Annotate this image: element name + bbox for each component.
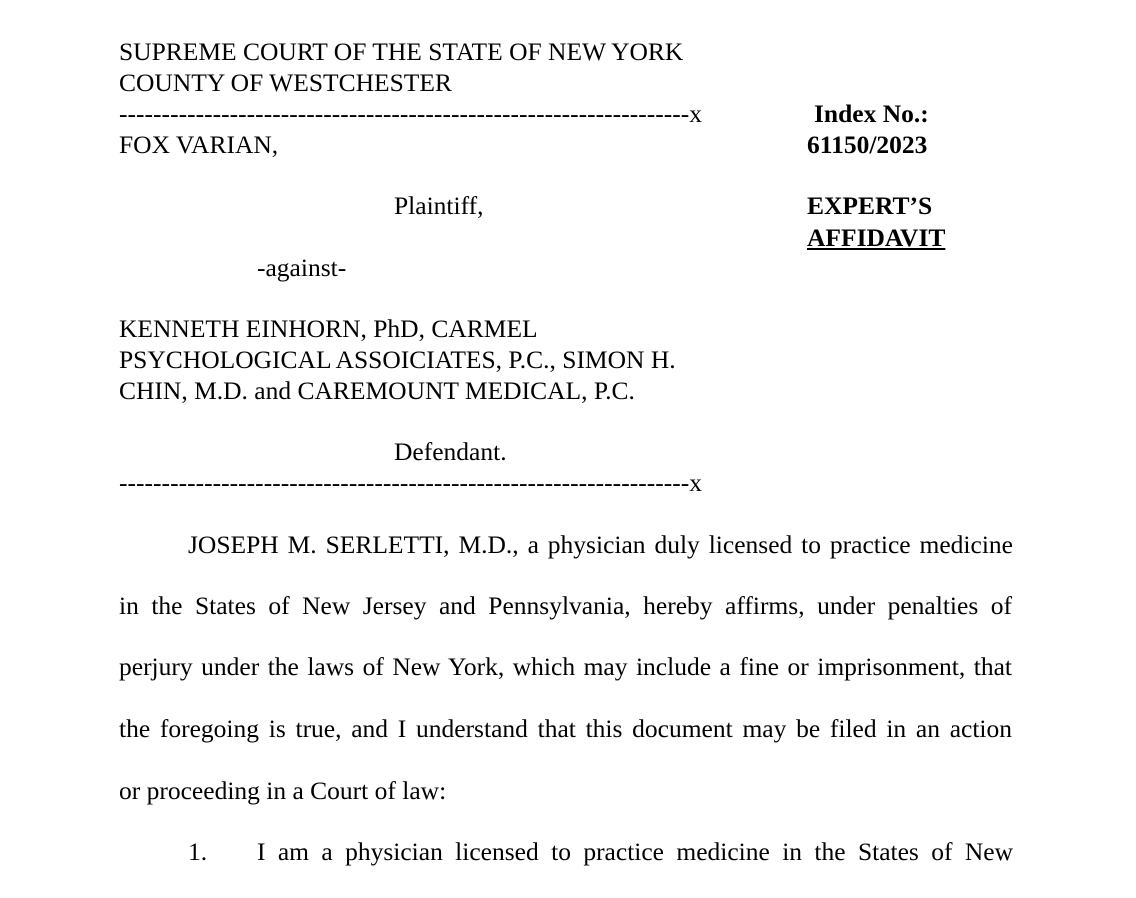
paragraph-number-1: 1.: [188, 837, 208, 866]
index-number: 61150/2023: [807, 130, 928, 159]
body-line-4: the foregoing is true, and I understand that this document may be filed in an action: [119, 714, 1012, 743]
document-title-line1: EXPERT’S: [807, 191, 933, 220]
defendants-line1: KENNETH EINHORN, PhD, CARMEL: [119, 314, 538, 343]
court-name: SUPREME COURT OF THE STATE OF NEW YORK: [119, 37, 684, 66]
index-label: Index No.:: [814, 99, 929, 128]
body-line-2: in the States of New Jersey and Pennsylvania, hereby affirms, under penalties of: [119, 591, 1012, 620]
document-title-line2: AFFIDAVIT: [807, 223, 946, 252]
defendant-role: Defendant.: [394, 437, 507, 466]
body-line-5: or proceeding in a Court of law:: [119, 776, 447, 805]
plaintiff-name: FOX VARIAN,: [119, 130, 279, 159]
caption-divider-top: -------------------------------------------------------------------x: [119, 99, 703, 128]
defendants-line2: PSYCHOLOGICAL ASSOICIATES, P.C., SIMON H.: [119, 345, 676, 374]
against-label: -against-: [257, 253, 347, 282]
plaintiff-role: Plaintiff,: [394, 191, 484, 220]
paragraph-1-text: I am a physician licensed to practice medicine in the States of New: [257, 837, 1013, 866]
body-line-3: perjury under the laws of New York, which may include a fine or imprisonment, that: [119, 652, 1012, 681]
caption-divider-bottom: -------------------------------------------------------------------x: [119, 468, 703, 497]
body-line-1: JOSEPH M. SERLETTI, M.D., a physician duly licensed to practice medicine: [188, 530, 1013, 559]
defendants-line3: CHIN, M.D. and CAREMOUNT MEDICAL, P.C.: [119, 376, 635, 405]
county-name: COUNTY OF WESTCHESTER: [119, 68, 452, 97]
